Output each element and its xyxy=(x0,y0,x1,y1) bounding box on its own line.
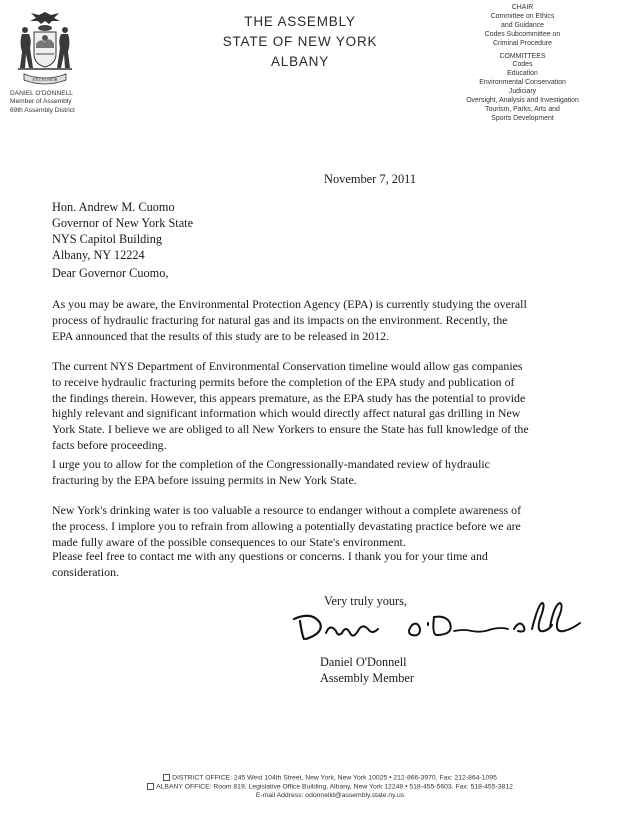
committee-line: Sports Development xyxy=(491,114,554,122)
committee-line: Codes xyxy=(512,61,533,69)
recipient-line-3: NYS Capitol Building xyxy=(52,232,162,246)
email-address: E-mail Address: odonnelld@assembly.state.ny.us xyxy=(255,792,405,799)
closing: Very truly yours, xyxy=(324,594,407,608)
committee-list xyxy=(440,4,605,124)
handwritten-signature xyxy=(288,599,588,645)
chair-line: Criminal Procedure xyxy=(493,39,552,47)
signer-block xyxy=(320,654,414,686)
committee-line: Education xyxy=(507,70,538,78)
chair-line: and Guidance xyxy=(501,21,544,29)
body-line: the findings therein. However, this appears premature, as the EPA study has the potential to provide xyxy=(52,390,526,405)
body-line: EPA announced that the results of this study are to be released in 2012. xyxy=(52,328,390,343)
checkbox-icon xyxy=(163,774,170,781)
salutation: Dear Governor Cuomo, xyxy=(52,266,169,280)
letterhead-line-3: ALBANY xyxy=(270,54,330,69)
body-line: fracturing by the EPA before issuing permits in New York State. xyxy=(52,472,357,487)
body-line: As you may be aware, the Environmental Protection Agency (EPA) is currently studying the overall xyxy=(52,297,527,311)
seal-ribbon-text: EXCELSIOR xyxy=(32,77,58,82)
body-line: Please feel free to contact me with any questions or concerns. I thank you for your time and xyxy=(52,549,488,563)
letterhead-line-2: STATE OF NEW YORK xyxy=(222,34,378,49)
body-line: facts before proceeding. xyxy=(52,437,167,452)
member-district: 69th Assembly District xyxy=(10,106,75,114)
chair-line: Committee on Ethics xyxy=(490,12,555,20)
body-line: York State. I believe we are obliged to all New Yorkers to ensure the State has full knowledge of the xyxy=(52,422,529,437)
checkbox-icon xyxy=(147,783,154,790)
signer-title: Assembly Member xyxy=(320,671,414,685)
body-paragraph-1 xyxy=(52,297,588,344)
recipient-line-2: Governor of New York State xyxy=(52,216,194,230)
letter-date: November 7, 2011 xyxy=(324,172,417,186)
body-line: the process. I implore you to refrain from allowing a potentially devastating practice before we are xyxy=(52,518,521,533)
committee-line: Oversight, Analysis and Investigation xyxy=(466,97,579,105)
letterhead xyxy=(180,12,420,72)
committee-line: Tourism, Parks, Arts and xyxy=(485,105,560,113)
chair-heading: CHAIR xyxy=(511,4,534,11)
recipient-line-4: Albany, NY 12224 xyxy=(52,248,145,262)
body-paragraph-5 xyxy=(52,549,588,581)
body-paragraph-4 xyxy=(52,503,588,550)
body-line: New York's drinking water is too valuable a resource to endanger without a complete awareness of xyxy=(52,503,522,517)
body-line: consideration. xyxy=(52,564,120,579)
chair-line: Codes Subcommittee on xyxy=(484,30,561,38)
committee-line: Environmental Conservation xyxy=(479,79,566,87)
committees-heading: COMMITTEES xyxy=(499,52,546,60)
member-info xyxy=(10,90,120,115)
body-line: process of hydraulic fracturing for natural gas and its impacts on the environment. Recently, the xyxy=(52,312,508,327)
body-line: The current NYS Department of Environmental Conservation timeline would allow gas companies xyxy=(52,359,523,373)
signer-name: Daniel O'Donnell xyxy=(320,655,407,669)
albany-office: ALBANY OFFICE: Room 819, Legislative Office Building, Albany, New York 12248 • 518-455-5603, Fax: 518-455-3812 xyxy=(156,783,513,791)
member-title: Member of Assembly xyxy=(10,98,72,106)
body-paragraph-3 xyxy=(52,457,588,489)
body-line: made fully aware of the possible consequences to our State's environment. xyxy=(52,534,406,549)
body-line: to receive hydraulic fracturing permits before the completion of the EPA study and publication of xyxy=(52,374,515,389)
letterhead-line-1: THE ASSEMBLY xyxy=(244,14,356,29)
new-york-state-seal xyxy=(14,8,76,88)
body-paragraph-2 xyxy=(52,359,588,454)
recipient-line-1: Hon. Andrew M. Cuomo xyxy=(52,200,175,214)
member-name: DANIEL O'DONNELL xyxy=(10,90,73,97)
district-office: DISTRICT OFFICE: 245 West 104th Street, New York, New York 10025 • 212-866-3970, Fax: 212-864-1095 xyxy=(172,774,497,782)
body-line: highly relevant and significant information which would directly affect natural gas drilling in New xyxy=(52,406,521,421)
recipient-address xyxy=(52,199,193,263)
footer xyxy=(90,774,570,801)
body-line: I urge you to allow for the completion of the Congressionally-mandated review of hydraulic xyxy=(52,457,490,471)
committee-line: Judiciary xyxy=(508,88,537,96)
